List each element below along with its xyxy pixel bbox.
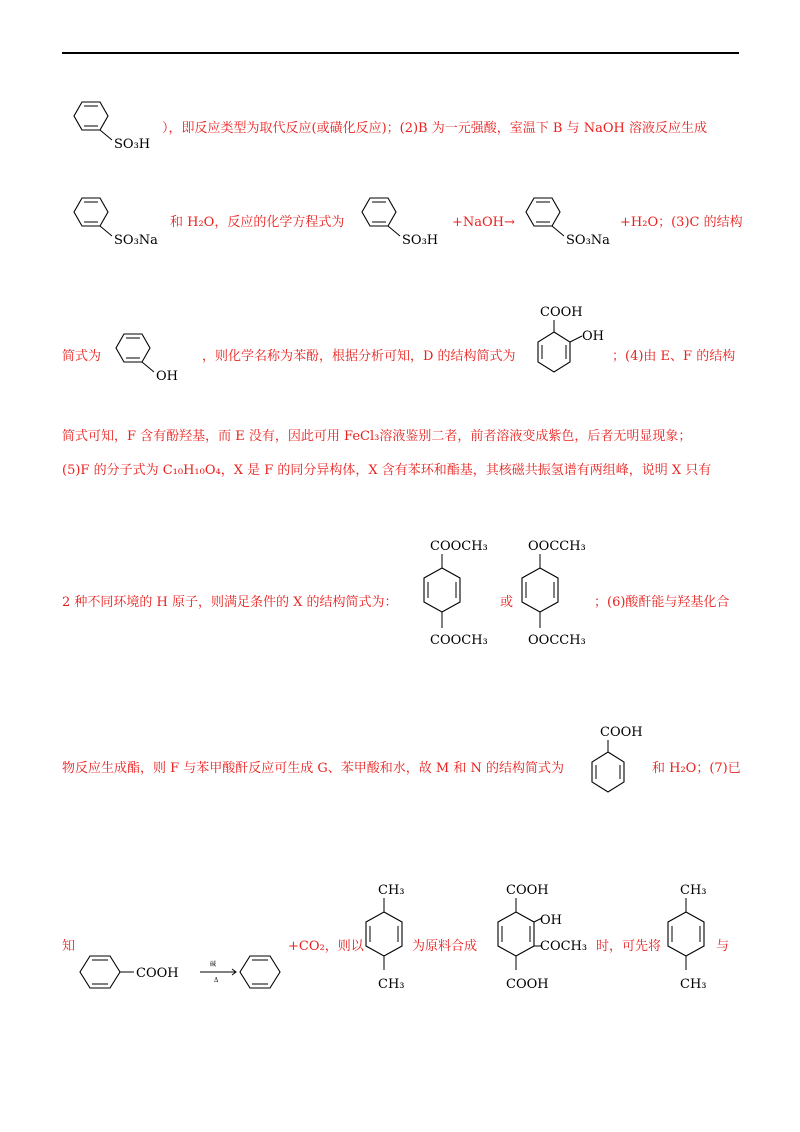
header-rule [62, 52, 739, 54]
line-2-text-b: +NaOH→ [452, 215, 515, 230]
svg-text:COOCH₃: COOCH₃ [430, 633, 488, 648]
target-product-structure [484, 880, 604, 1000]
line-8-text-c: 为原料合成 [412, 939, 478, 954]
line-8-text-d: 时，可先将 [596, 939, 662, 954]
svg-text:OH: OH [582, 329, 604, 344]
benzenesulfonic-acid-structure-1 [62, 96, 162, 156]
svg-text:CH₃: CH₃ [378, 883, 405, 898]
so3na-label: SO₃Na [114, 233, 158, 248]
line-7-text-b: 和 H₂O；(7)已 [652, 761, 741, 776]
svg-text:OOCCH₃: OOCCH₃ [528, 539, 586, 554]
line-8-text-a: 知 [62, 939, 76, 954]
svg-text:碱: 碱 [210, 961, 217, 968]
svg-text:Δ: Δ [214, 977, 219, 984]
line-1-text: ），即反应类型为取代反应(或磺化反应)；(2)B 为一元强酸，室温下 B 与 NaOH 溶液反应生成 [162, 121, 707, 136]
svg-text:COOH: COOH [136, 966, 179, 981]
svg-text:CH₃: CH₃ [680, 883, 707, 898]
svg-text:COOCH₃: COOCH₃ [430, 539, 488, 554]
sodium-benzenesulfonate-structure-1 [62, 192, 172, 252]
svg-text:COOH: COOH [540, 305, 583, 320]
line-3-text-a: 简式为 [62, 349, 102, 364]
salicylic-acid-structure [524, 302, 614, 382]
decarboxylation-scheme [76, 952, 286, 1002]
svg-text:COOH: COOH [506, 977, 549, 992]
phenol-structure [104, 328, 204, 388]
benzenesulfonic-acid-structure-2 [350, 192, 450, 252]
svg-text:OOCCH₃: OOCCH₃ [528, 633, 586, 648]
line-3-text-b: ，则化学名称为苯酚，根据分析可知，D 的结构简式为 [202, 349, 516, 364]
line-2-text-a: 和 H₂O，反应的化学方程式为 [170, 215, 345, 230]
svg-text:CH₃: CH₃ [680, 977, 707, 992]
svg-text:SO₃H: SO₃H [402, 233, 439, 248]
line-7-text-a: 物反应生成酯，则 F 与苯甲酸酐反应可生成 G、苯甲酸和水，故 M 和 N 的结构简式为 [62, 761, 565, 776]
so3h-label: SO₃H [114, 137, 151, 152]
svg-text:CH₃: CH₃ [378, 977, 405, 992]
oh-label: OH [156, 369, 178, 384]
dimethyl-terephthalate-structure [414, 536, 514, 656]
line-3-text-c: ；(4)由 E、F 的结构 [612, 349, 736, 364]
svg-text:COOH: COOH [600, 725, 643, 740]
line-8-text-e: 与 [716, 939, 730, 954]
line-5-text: (5)F 的分子式为 C₁₀H₁₀O₄，X 是 F 的同分异构体，X 含有苯环和酯基，其核磁共振氢谱有两组峰，说明 X 只有 [62, 463, 712, 478]
line-4-text: 简式可知，F 含有酚羟基，而 E 没有，因此可用 FeCl₃溶液鉴别二者，前者溶液变成紫色，后者无明显现象； [62, 429, 692, 444]
svg-text:OH: OH [540, 913, 562, 928]
line-6-text-c: ；(6)酸酐能与羟基化合 [594, 595, 730, 610]
svg-text:SO₃Na: SO₃Na [566, 233, 610, 248]
svg-text:COCH₃: COCH₃ [540, 939, 588, 954]
line-6-text-a: 2 种不同环境的 H 原子，则满足条件的 X 的结构简式为： [62, 595, 398, 610]
sodium-benzenesulfonate-structure-2 [514, 192, 624, 252]
line-2-text-c: +H₂O；(3)C 的结构 [620, 215, 743, 230]
svg-text:COOH: COOH [506, 883, 549, 898]
line-6-text-b: 或 [500, 595, 514, 610]
line-8-text-b: +CO₂，则以 [288, 939, 364, 954]
